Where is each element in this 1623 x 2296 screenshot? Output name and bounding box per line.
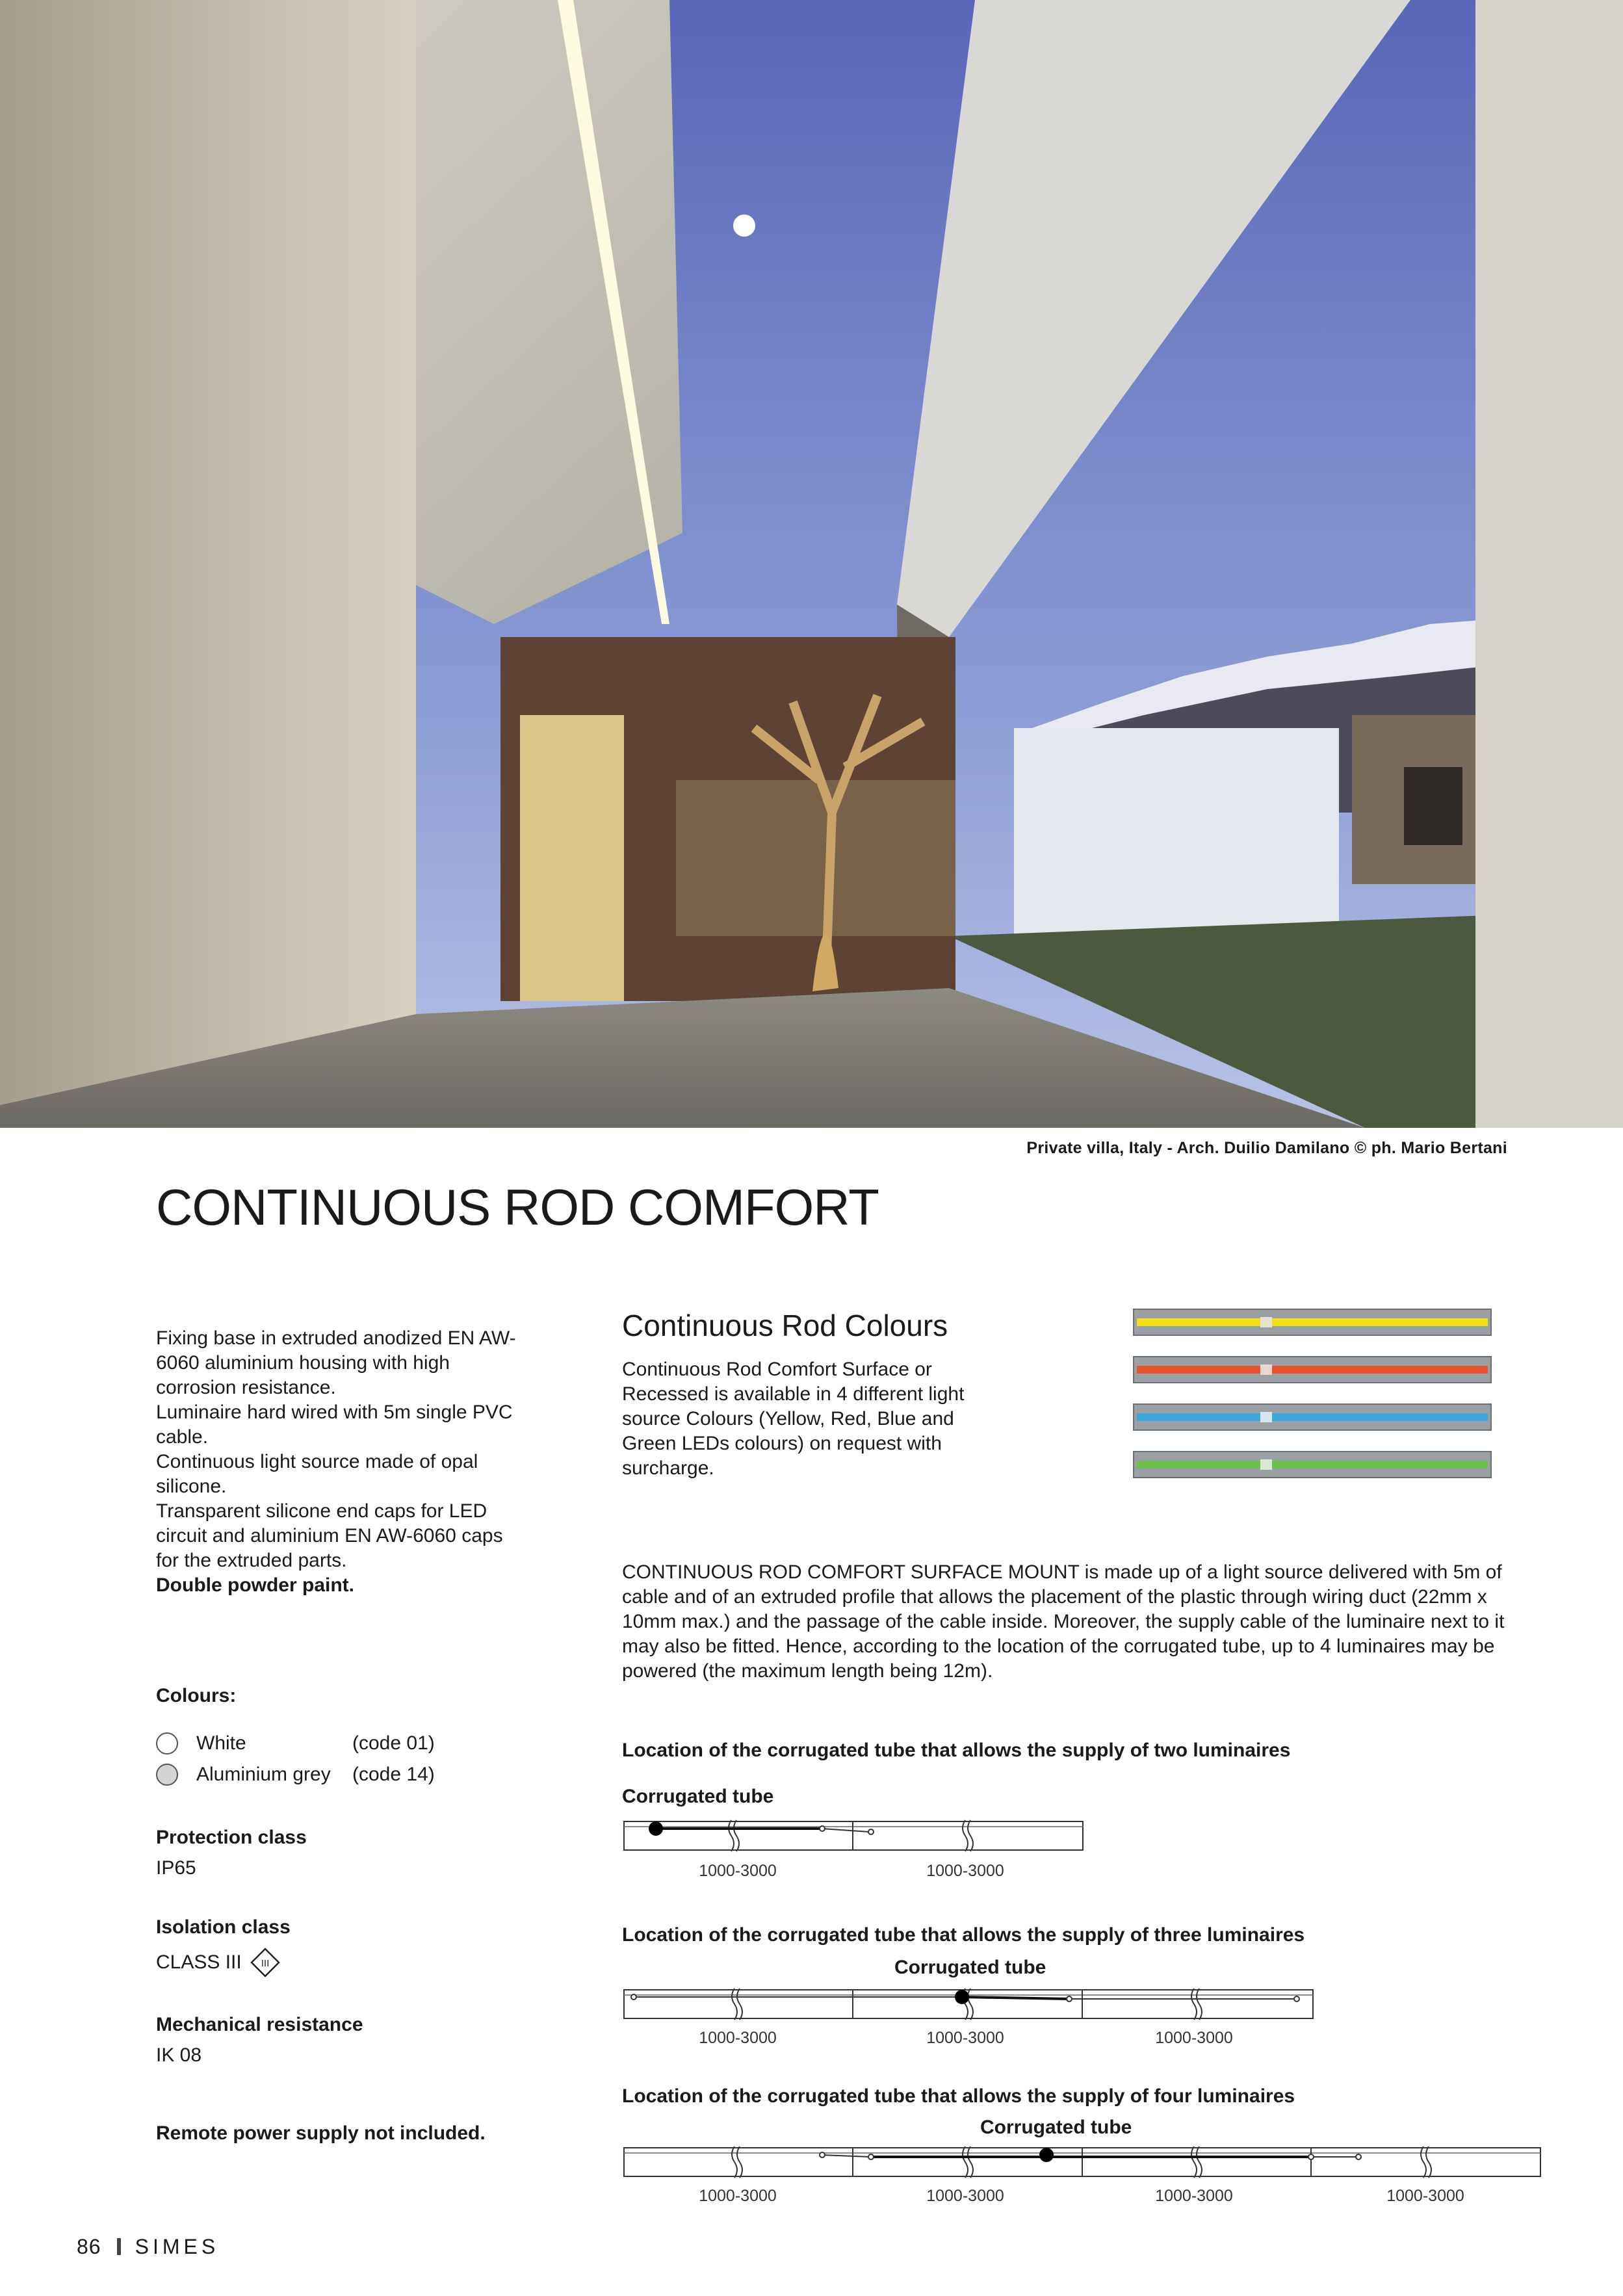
dimension-label: 1000-3000 xyxy=(699,2187,777,2205)
diagram-four-title: Location of the corrugated tube that allows the supply of four luminaires xyxy=(622,2085,1295,2107)
rod-swatch-red xyxy=(1134,1357,1491,1383)
protection-value: IP65 xyxy=(156,1857,196,1879)
colour-name: Aluminium grey xyxy=(196,1764,331,1785)
description-line: Fixing base in extruded anodized EN AW-6060 aluminium housing with high corrosion resistance. xyxy=(156,1327,516,1398)
colour-name: White xyxy=(196,1732,246,1754)
rod-colours-text: Continuous Rod Comfort Surface or Recessed is available in 4 different light source Colours (Yellow, Red, Blue and Green LEDs colours) on request with surcharge. xyxy=(622,1359,965,1479)
product-description xyxy=(156,1326,520,1598)
description-bold: Double powder paint. xyxy=(156,1574,354,1596)
isolation-value: CLASS III xyxy=(156,1951,242,1973)
class-iii-symbol: III xyxy=(261,1958,269,1969)
dimension-label: 1000-3000 xyxy=(1386,2187,1464,2205)
rod-colour-swatches xyxy=(1133,1305,1492,1481)
dimension-label: 1000-3000 xyxy=(926,2029,1004,2047)
rod-colours-heading: Continuous Rod Colours xyxy=(622,1309,948,1342)
dimension-label: 1000-3000 xyxy=(699,1862,777,1880)
colour-option-aluminium-grey xyxy=(156,1759,520,1790)
description-line: Continuous light source made of opal silicone. xyxy=(156,1451,478,1497)
isolation-value-row xyxy=(156,1947,281,1978)
page-title: CONTINUOUS ROD COMFORT xyxy=(156,1179,879,1236)
rod-swatch-green xyxy=(1134,1452,1491,1478)
corrugated-tube-marker xyxy=(649,1821,663,1836)
corrugated-tube-marker xyxy=(955,1990,969,2004)
brand-name: SIMES xyxy=(135,2235,220,2258)
diagram-two-title: Location of the corrugated tube that allows the supply of two luminaires xyxy=(622,1740,1291,1761)
colours-list xyxy=(156,1728,520,1790)
dimension-label: 1000-3000 xyxy=(1155,2029,1233,2047)
colour-option-white xyxy=(156,1728,520,1759)
luminaire-profile xyxy=(624,1989,1313,2020)
diagram-three-luminaires xyxy=(621,1986,1323,2050)
description-line: Luminaire hard wired with 5m single PVC cable. xyxy=(156,1402,513,1448)
page-number: 86 xyxy=(77,2235,101,2258)
dimension-label: 1000-3000 xyxy=(699,2029,777,2047)
dimension-label: 1000-3000 xyxy=(1155,2187,1233,2205)
photo-caption: Private villa, Italy - Arch. Duilio Damilano © ph. Mario Bertani xyxy=(1026,1139,1507,1157)
mechanical-label: Mechanical resistance xyxy=(156,2014,363,2035)
diagram-three-tube-label: Corrugated tube xyxy=(894,1957,1046,1978)
diagram-four-tube-label: Corrugated tube xyxy=(980,2117,1132,2138)
surface-mount-text: CONTINUOUS ROD COMFORT SURFACE MOUNT is made up of a light source delivered with 5m of cable and of an extruded profile that allows the placement of the plastic through wiring duct (22mm x 10mm max.) and the passage of the cable inside. Moreover, the supply cable of the luminaire next to it may also be fitted. Hence, according to the location of the corrugated tube, up to 4 luminaires may be powered (the maximum length being 12m). xyxy=(622,1561,1505,1682)
colours-label: Colours: xyxy=(156,1685,237,1706)
diagram-two-tube-label: Corrugated tube xyxy=(622,1786,774,1807)
grey-swatch-icon xyxy=(156,1764,178,1786)
class-iii-icon xyxy=(250,1947,281,1978)
isolation-label: Isolation class xyxy=(156,1916,291,1938)
diagram-three-title: Location of the corrugated tube that allows the supply of three luminaires xyxy=(622,1924,1305,1946)
rod-swatch-blue xyxy=(1134,1404,1491,1430)
corrugated-tube-marker xyxy=(1039,2148,1054,2162)
mechanical-value: IK 08 xyxy=(156,2044,202,2066)
remote-power-note: Remote power supply not included. xyxy=(156,2122,486,2144)
luminaire-profile xyxy=(624,2146,1540,2178)
diagram-four-luminaires xyxy=(621,2144,1544,2208)
page-footer xyxy=(77,2235,219,2259)
protection-label: Protection class xyxy=(156,1827,307,1848)
dimension-label: 1000-3000 xyxy=(926,1862,1004,1880)
footer-divider xyxy=(117,2238,121,2255)
colour-code: (code 01) xyxy=(352,1732,435,1754)
dimension-label: 1000-3000 xyxy=(926,2187,1004,2205)
colour-code: (code 14) xyxy=(352,1764,435,1785)
diagram-two-luminaires xyxy=(621,1818,1089,1883)
white-swatch-icon xyxy=(156,1732,178,1755)
description-line: Transparent silicone end caps for LED circuit and aluminium EN AW-6060 caps for the extruded parts. xyxy=(156,1500,503,1571)
rod-swatch-yellow xyxy=(1134,1309,1491,1335)
hero-photo xyxy=(0,0,1623,1128)
luminaire-profile xyxy=(624,1820,1083,1851)
